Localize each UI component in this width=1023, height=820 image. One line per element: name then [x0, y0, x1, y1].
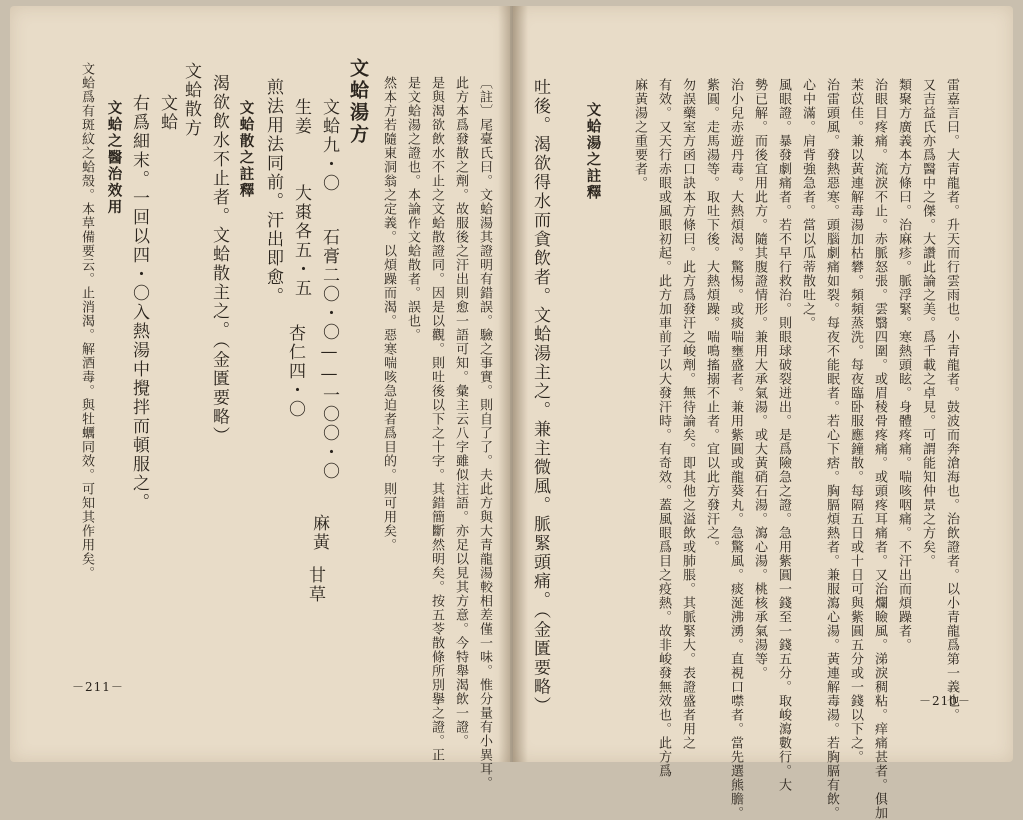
right-column-1: 雷嘉言曰。大青龍者。升天而行雲雨也。小青龍者。鼓波而奔滄海也。治飲證者。以小青龍爲第一義也。 — [944, 78, 959, 722]
right-column-2: 又吉益氏亦爲醫中之傑。大讚此論之美。爲千載之卓見。可謂能知仲景之方矣。 — [920, 78, 935, 568]
ingredient-row1-item1: 文蛤九・〇 — [319, 98, 339, 193]
ingredient-row1-item2: 石膏二〇・〇——一〇〇・〇 — [319, 228, 339, 481]
book-gutter — [498, 6, 528, 762]
right-page — [513, 6, 1013, 820]
right-column-13: 有效。又天行赤眼或風眼初起。此方加車前子以大發汗時。有奇效。蓋風眼爲目之疫熱。故非峻發無效也。此方爲 — [656, 78, 671, 778]
right-column-12: 勿誤藥室方函口訣本方條曰。此方爲發汗之峻劑。無待論矣。即其他之溢飲或肺脹。其脈緊大。表證盛者用之 — [680, 78, 695, 750]
note-column-3: 是與渴欲飲水不止之文蛤散證同。因是以觀。則吐後以下之十字。其錯簡斷然明矣。按五苓散條所別擧之證。正 — [429, 76, 444, 762]
ingredient-row2-item2: 大棗各五・五 — [291, 184, 311, 298]
note-column-5: 然本方若隨東洞翁之定義。以煩躁而渴。惡寒喘咳急迫者爲目的。則可用矣。 — [381, 76, 396, 552]
medical-effect-text: 文蛤爲有斑紋之蛤殼。本草備要云。止消渴。解酒毒。與牡蠣同效。可知其作用矣。 — [79, 62, 94, 580]
right-column-9: 勢已解。而後宜用此方。隨其腹證情形。兼用大承氣湯。或大黃硝石湯。瀉心湯。桃核承氣湯等。 — [752, 78, 767, 680]
ingredient-row1-item3: 麻黃 — [309, 514, 329, 552]
right-column-4: 治眼目疼痛。流淚不止。赤脈怒張。雲翳四圍。或眉稜骨疼痛。或頭疼耳痛者。又治爛瞼風。涕淚稠粘。痒痛甚者。俱加 — [872, 78, 887, 820]
ingredient-row2-item1: 生姜 — [291, 98, 311, 136]
powder-clause-text: 渴欲飲水不止者。文蛤散主之。（金匱要略） — [209, 74, 229, 446]
left-heading-wenge-decoction: 文蛤湯方 — [347, 58, 369, 146]
left-page — [10, 6, 510, 790]
method-line: 煎法用法同前。汗出即愈。 — [263, 78, 283, 306]
wenge-decoction-explanation-heading: 文蛤湯之註釋 — [584, 102, 602, 201]
right-column-6: 治雷頭風。發熱惡寒。頭腦劇痛如裂。每夜不能眠者。若心下痞。胸膈煩熱者。兼服瀉心湯。黃連解毒湯。若胸膈有飲。 — [824, 78, 839, 820]
powder-recipe-heading: 文蛤散方 — [181, 62, 201, 138]
powder-method: 右爲細末。一回以四・〇入熱湯中攪拌而頓服之。 — [129, 94, 149, 512]
powder-explanation-heading: 文蛤散之註釋 — [237, 100, 255, 199]
medical-effect-heading: 文蛤之醫治效用 — [105, 100, 123, 216]
note-column-4: 是文蛤湯之證也。本論作文蛤散者。誤也。 — [405, 76, 420, 342]
left-page-number: －211－ — [72, 680, 124, 694]
right-column-3: 類聚方廣義本方條曰。治麻疹。脈浮緊。寒熱頭眩。身體疼痛。喘咳咽痛。不汗出而煩躁者。 — [896, 78, 911, 652]
wenge-decoction-clause: 吐後。渴欲得水而貪飲者。文蛤湯主之。兼主微風。脈緊頭痛。（金匱要略） — [530, 78, 550, 716]
note-column-1: 〔註〕尾臺氏曰。文蛤湯其證明有錯誤。驗之事實。則自了了。夫此方與大青龍湯較相差僅一味。惟分量有小異耳。 — [477, 76, 492, 790]
right-column-7: 心中滿。肩背強急者。當以瓜蒂散吐之。 — [800, 78, 815, 330]
right-page-number: －210－ — [919, 694, 971, 708]
ingredient-row2-item3: 杏仁四・〇 — [285, 324, 305, 419]
right-column-5: 茉苡佳。兼以黃連解毒湯加枯礬。頻頻蒸洗。每夜臨卧服應鐘散。每隔五日或十日可與紫圓五分或一錢以下之。 — [848, 78, 863, 764]
right-column-14: 麻黃湯之重要者。 — [632, 78, 647, 190]
ingredient-row2-item4: 甘草 — [305, 566, 325, 604]
note-column-2: 此方本爲發散之劑。故服後之汗出則愈一語可知。彙主云八字雖似注語。亦足以見其方意。今特舉渴飲一證。 — [453, 76, 468, 748]
right-column-8: 風眼證。暴發劇痛者。若不早行救治。則眼球破裂迸出。是爲險急之證。急用紫圓一錢至一錢五分。取峻瀉數行。大 — [776, 78, 791, 792]
powder-ingredient: 文蛤 — [157, 94, 177, 132]
right-column-11: 紫圓。走馬湯等。取吐下後。大熱煩躁。喘鳴搐搦不止者。宜以此方發汗之。 — [704, 78, 719, 554]
right-column-10: 治小兒赤遊丹毒。大熱煩渴。驚惕。或痰喘壅盛者。兼用紫圓或龍葵丸。急驚風。痰涎沸湧。直視口噤者。當先選熊膽。 — [728, 78, 743, 820]
